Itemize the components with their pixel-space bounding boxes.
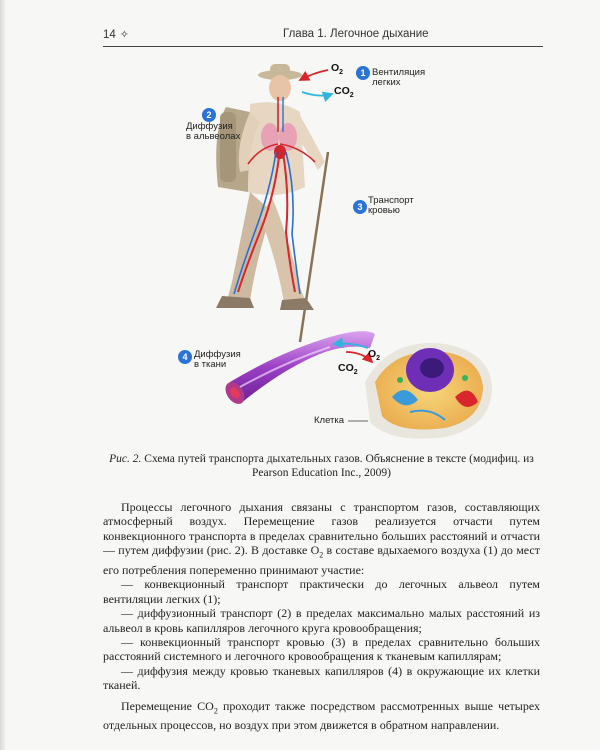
list-item-2: — диффузионный транспорт (2) в пределах максимально малых расстояний из альвеол в кровь капилляров легочного круга кровообращения; [103,606,540,635]
step-1-label: Вентиляция легких [372,67,426,88]
caption-text: Схема путей транспорта дыхательных газов. Объяснение в тексте (модифиц. из Pearson Education Inc., 2009) [141,453,534,479]
chapter-title: Глава 1. Легочное дыхание [283,28,429,40]
o2-label-top: $O_2$ [331,62,344,77]
o2-label-cell: $O_2$ [368,348,381,363]
page-edge [0,0,6,750]
figure-caption [103,452,540,480]
running-header [103,28,543,44]
header-rule [103,46,543,47]
step-2-label: Диффузия в альвеолах [186,121,241,142]
step-1-badge: 1 [356,66,370,80]
co2-label-top: $CO_2$ [334,85,354,100]
list-item-3: — конвекционный транспорт кровью (3) в пределах сравнительно больших расстояний системного и легочного кровообращения к тканевым капиллярам; [103,635,540,664]
o2-inhale-arrow [300,70,328,80]
hiker-figure [216,64,328,342]
figure-illustration [100,52,540,452]
step-2-badge: 2 [202,108,216,122]
paragraph-2: Перемещение $CO_2$ проходит также посредством рассмотренных выше четырех отдельных процессов, но воздух при этом движется в обратном направлении. [103,698,540,733]
step-4-label: Диффузия в ткани [194,349,241,370]
star-ornament-icon: ✧ [119,29,130,41]
tissue-cell [365,343,492,439]
paragraph-1: Процессы легочного дыхания связаны с транспортом газов, составляющих атмосферный воздух. Перемещение газов реализуется отчасти путем конвекционного транспорта в пределах сравнительно больших расстояний и отчасти — путем диффузии (рис. 2). В доставке $O_2$ в составе вдыхаемого воздуха (1) до мест его потребления попеременно принимают участие: [103,500,540,578]
step-4-badge: 4 [178,350,192,364]
body-text [103,500,540,733]
respiration-figure [100,52,540,452]
page-number: 14 ✧ [103,29,130,41]
step-3-label: Транспорт кровью [368,195,414,216]
step-3-badge: 3 [353,200,367,214]
co2-exhale-arrow [302,92,332,96]
cell-label: Клетка [314,415,345,426]
list-item-4: — диффузия между кровью тканевых капилляров (4) в окружающие их клетки тканей. [103,663,540,693]
figure-number: Рис. 2. [109,453,142,465]
co2-label-cell: $CO_2$ [338,362,358,377]
list-item-1: — конвекционный транспорт практически до легочных альвеол путем вентиляции легких (1); [103,577,540,606]
